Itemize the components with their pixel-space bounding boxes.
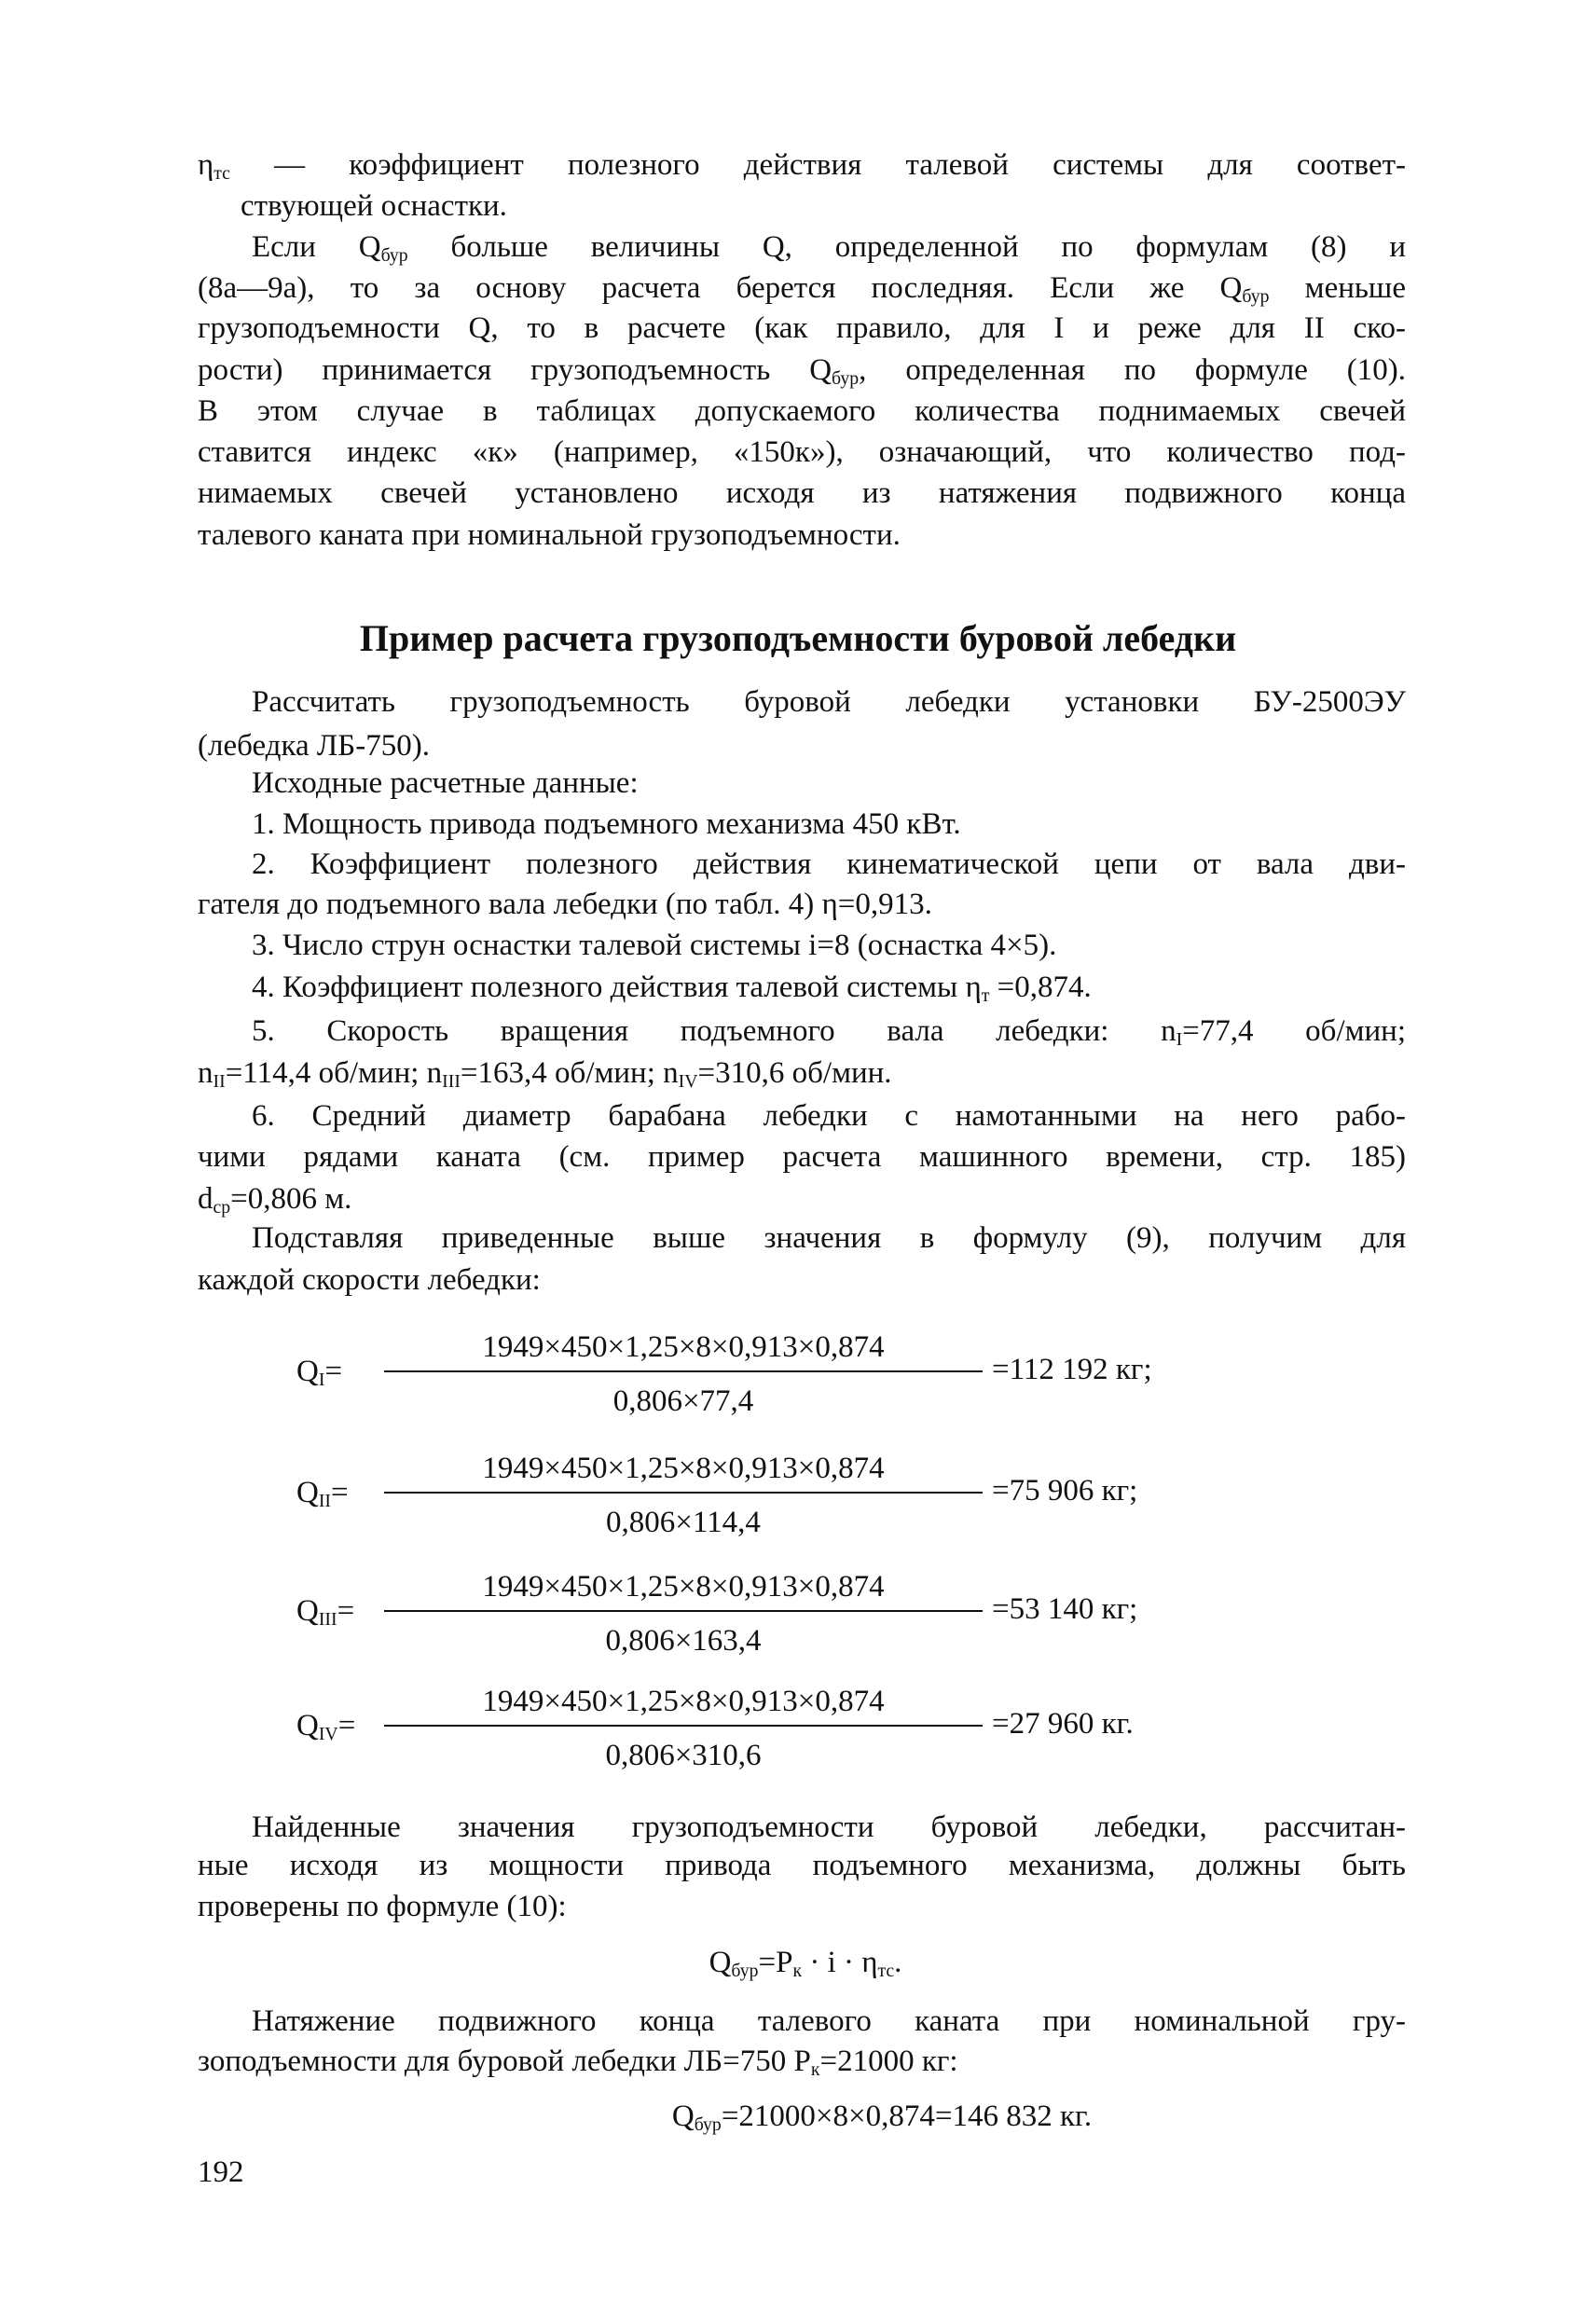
text-line — [252, 804, 961, 845]
subscript: бур — [731, 1960, 759, 1981]
text-run: η — [198, 148, 214, 182]
subscript: тс — [877, 1960, 895, 1981]
text-line — [198, 1178, 351, 1219]
text-line — [198, 473, 1406, 514]
subscript: бур — [1242, 285, 1270, 307]
text-line — [198, 515, 901, 556]
subscript: II — [318, 1490, 332, 1511]
formula-text: . — [894, 1946, 902, 1979]
formula-result: =112 192 кг; — [992, 1353, 1152, 1386]
text-run: талевого каната при номинальной грузоподъемности. — [198, 518, 901, 552]
text-run: 1. Мощность привода подъемного механизма 450 кВт. — [252, 807, 961, 841]
text-run: Рассчитать грузоподъемность буровой лебедки установки БУ-2500ЭУ — [252, 685, 1406, 719]
text-run: ные исходя из мощности привода подъемного механизма, должны быть — [198, 1849, 1406, 1882]
formula-text: = — [337, 1709, 356, 1742]
text-run: Натяжение подвижного конца талевого каната при номинальной гру- — [252, 2004, 1406, 2038]
text-run: (лебедка ЛБ-750). — [198, 729, 430, 763]
formula-result: =53 140 кг; — [992, 1592, 1138, 1626]
text-run: — коэффициент полезного действия талевой системы для соответ- — [229, 148, 1406, 182]
text-run: 6. Средний диаметр барабана лебедки с намотанными на него рабо- — [252, 1099, 1406, 1133]
text-line — [198, 391, 1406, 432]
fraction-bar — [384, 1370, 983, 1372]
subscript: к — [810, 2058, 820, 2080]
text-run: зоподъемности для буровой лебедки ЛБ=750 P — [198, 2045, 811, 2078]
text-run: больше величины Q, определенной по формулам (8) и — [407, 230, 1406, 264]
denominator: 0,806×310,6 — [605, 1739, 762, 1772]
subscript: I — [1176, 1028, 1183, 1050]
numerator: 1949×450×1,25×8×0,913×0,874 — [482, 1330, 885, 1364]
text-run: =114,4 об/мин; n — [225, 1056, 443, 1090]
text-run: n — [198, 1056, 213, 1090]
text-line — [198, 1136, 1406, 1177]
formula-text: Q — [671, 2100, 695, 2133]
text-line — [241, 186, 507, 227]
text-run: 2. Коэффициент полезного действия кинематической цепи от вала дви- — [252, 847, 1406, 881]
text-run: меньше — [1269, 271, 1406, 305]
text-line — [198, 1260, 541, 1301]
text-run: 5. Скорость вращения подъемного вала лебедки: n — [252, 1014, 1176, 1048]
formula-text: = — [337, 1594, 355, 1628]
text-line — [198, 145, 1406, 186]
fraction-bar — [384, 1610, 983, 1612]
text-run: 4. Коэффициент полезного действия талевой системы η — [252, 971, 982, 1004]
subscript: тс — [213, 162, 230, 184]
text-line — [198, 1845, 1406, 1886]
capacity-formula — [0, 1660, 1596, 1791]
text-line — [252, 1218, 1406, 1259]
text-run: =0,874. — [989, 971, 1092, 1004]
formula-label — [296, 1590, 354, 1631]
text-run: В этом случае в таблицах допускаемого количества поднимаемых свечей — [198, 394, 1406, 428]
formula-text: =P — [758, 1946, 793, 1979]
numerator: 1949×450×1,25×8×0,913×0,874 — [482, 1452, 885, 1485]
numerator: 1949×450×1,25×8×0,913×0,874 — [482, 1685, 885, 1718]
text-line — [198, 350, 1406, 391]
text-run: =163,4 об/мин; n — [460, 1056, 679, 1090]
formula-text: Q — [296, 1476, 319, 1509]
text-run: Если Q — [252, 230, 381, 264]
text-run: проверены по формуле (10): — [198, 1890, 567, 1923]
text-line — [252, 925, 1056, 966]
text-line — [252, 1095, 1406, 1136]
text-line — [198, 2041, 958, 2082]
denominator: 0,806×114,4 — [606, 1506, 761, 1539]
subscript: бур — [832, 367, 860, 389]
text-run: рости) принимается грузоподъемность Q — [198, 353, 832, 387]
formula-label — [296, 1351, 342, 1392]
text-line — [198, 1886, 567, 1927]
text-run: грузоподъемности Q, то в расчете (как правило, для I и реже для II ско- — [198, 311, 1406, 345]
subscript: т — [981, 984, 990, 1006]
text-line — [252, 1011, 1406, 1052]
text-line — [252, 682, 1406, 723]
numerator: 1949×450×1,25×8×0,913×0,874 — [482, 1570, 885, 1604]
formula-text: =21000×8×0,874=146 832 кг. — [721, 2100, 1093, 2133]
denominator: 0,806×163,4 — [605, 1624, 762, 1658]
text-run: , определенная по формуле (10). — [859, 353, 1406, 387]
text-run: 3. Число струн оснастки талевой системы i=8 (оснастка 4×5). — [252, 929, 1057, 962]
capacity-formula — [0, 1306, 1596, 1437]
subscript: III — [442, 1070, 461, 1092]
text-run: Исходные расчетные данные: — [252, 766, 639, 800]
text-run: чими рядами каната (см. пример расчета машинного времени, стр. 185) — [198, 1140, 1406, 1174]
text-run: =77,4 об/мин; — [1182, 1014, 1406, 1048]
text-line — [252, 2001, 1406, 2042]
text-line — [252, 967, 1092, 1008]
subscript: IV — [318, 1723, 338, 1744]
denominator: 0,806×77,4 — [612, 1384, 754, 1418]
formula-text: Q — [709, 1946, 732, 1979]
text-run: =21000 кг: — [819, 2045, 958, 2078]
check-formula — [7, 1942, 1596, 1983]
subscript: IV — [678, 1070, 698, 1092]
text-line — [252, 1807, 1406, 1848]
text-line — [198, 268, 1406, 309]
formula-text: Q — [296, 1355, 319, 1388]
text-run: ставится индекс «к» (например, «150к»), означающий, что количество под- — [198, 435, 1406, 469]
text-line — [198, 308, 1406, 349]
fraction-bar — [384, 1725, 983, 1727]
page-number: 192 — [198, 2155, 244, 2189]
formula-result: =27 960 кг. — [992, 1707, 1134, 1741]
text-line — [252, 227, 1406, 268]
text-line — [252, 763, 639, 804]
text-line — [198, 432, 1406, 473]
text-run: гателя до подъемного вала лебедки (по табл. 4) η=0,913. — [198, 888, 932, 921]
subscript: I — [318, 1369, 325, 1390]
text-line — [198, 884, 932, 925]
formula-result: =75 906 кг; — [992, 1474, 1138, 1508]
section-heading: Пример расчета грузоподъемности буровой лебедки — [359, 617, 1237, 659]
formula-text: = — [324, 1355, 343, 1388]
text-run: нимаемых свечей установлено исходя из натяжения подвижного конца — [198, 476, 1406, 510]
text-run: каждой скорости лебедки: — [198, 1263, 541, 1297]
text-run: d — [198, 1182, 213, 1216]
subscript: ср — [213, 1196, 231, 1218]
capacity-formula — [0, 1546, 1596, 1676]
text-run: (8а—9а), то за основу расчета берется последняя. Если же Q — [198, 271, 1243, 305]
text-line — [198, 725, 430, 766]
subscript: III — [318, 1608, 337, 1630]
text-run: Найденные значения грузоподъемности буровой лебедки, рассчитан- — [252, 1810, 1406, 1844]
capacity-formula — [0, 1427, 1596, 1558]
formula-text: · i · η — [802, 1946, 878, 1979]
subscript: II — [213, 1070, 226, 1092]
formula-text: = — [331, 1476, 349, 1509]
text-run: =0,806 м. — [230, 1182, 352, 1216]
subscript: бур — [694, 2113, 722, 2135]
text-run: Подставляя приведенные выше значения в формулу (9), получим для — [252, 1221, 1406, 1255]
formula-label — [296, 1472, 349, 1513]
formula-text: Q — [296, 1594, 319, 1628]
subscript: к — [792, 1960, 803, 1981]
text-line — [198, 1053, 892, 1094]
fraction-bar — [384, 1492, 983, 1494]
formula-label — [296, 1705, 355, 1746]
text-run: ствующей оснастки. — [241, 189, 507, 223]
text-run: =310,6 об/мин. — [697, 1056, 892, 1090]
subscript: бур — [380, 244, 408, 266]
formula-text: Q — [296, 1709, 319, 1742]
result-formula — [84, 2096, 1596, 2137]
text-line — [252, 844, 1406, 885]
